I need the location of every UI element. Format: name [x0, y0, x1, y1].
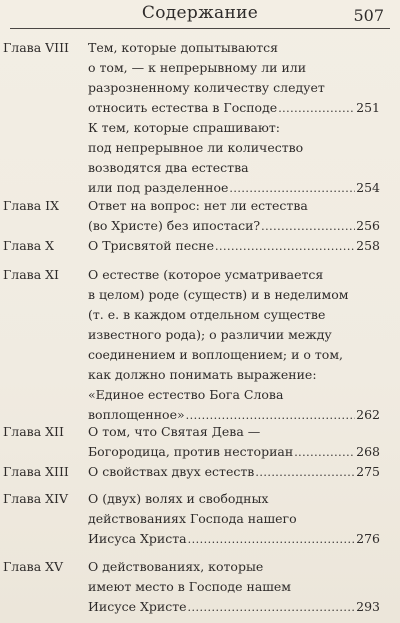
- entry-page-number: 276: [356, 531, 380, 546]
- entry-title-line: Богородица, против несториан: [88, 444, 294, 459]
- entry-title-line: действованиях Господа нашего: [88, 511, 297, 526]
- entry-title-line: возводятся два естества: [88, 160, 249, 175]
- entry-title-last-line: [88, 216, 380, 236]
- entry-page-number: 251: [356, 100, 380, 115]
- entry-title-line: в целом) роде (существ) и в неделимом: [88, 287, 349, 302]
- entry-title-line: Иисуса Христа: [88, 531, 187, 546]
- entry-title-line: имеют место в Господе нашем: [88, 579, 292, 594]
- entry-title-line: Ответ на вопрос: нет ли естества: [88, 198, 308, 213]
- entry-title-last-line: [88, 178, 380, 198]
- chapter-label: Глава XII: [3, 424, 64, 439]
- entry-title-line: воплощенное»: [88, 407, 185, 422]
- entry-title: [88, 462, 380, 482]
- entry-title: [88, 489, 380, 549]
- entry-page-number: 254: [356, 180, 380, 195]
- entry-title-last-line: [88, 462, 380, 482]
- leader-dots: [188, 530, 356, 550]
- entry-title-last-line: [88, 442, 380, 462]
- entry-title-line: О естестве (которое усматривается: [88, 267, 324, 282]
- leader-dots: [261, 217, 355, 237]
- entry-title-line: относить естества в Господе: [88, 100, 278, 115]
- entry-title-line: Иисусе Христе: [88, 599, 187, 614]
- entry-title: [88, 557, 380, 617]
- chapter-label: Глава IX: [3, 198, 59, 213]
- entry-title-line: под непрерывное ли количество: [88, 140, 304, 155]
- chapter-label: Глава XIII: [3, 464, 69, 479]
- entry-title-line: соединением и воплощением; и о том,: [88, 347, 344, 362]
- entry-title: [88, 196, 380, 236]
- entry-title-line: (т. е. в каждом отдельном существе: [88, 307, 326, 322]
- entry-title-last-line: [88, 529, 380, 549]
- entry-title: [88, 265, 380, 425]
- entry-title-line: О действованиях, которые: [88, 559, 264, 574]
- entry-title-line: (во Христе) без ипостаси?: [88, 218, 261, 233]
- entry-title: [88, 118, 380, 198]
- entry-title: [88, 236, 380, 256]
- entry-title-last-line: [88, 597, 380, 617]
- entry-title-line: разрозненному количеству следует: [88, 80, 325, 95]
- page-number: 507: [353, 6, 384, 25]
- entry-title-line: Тем, которые допытываются: [88, 40, 279, 55]
- chapter-label: Глава XV: [3, 559, 64, 574]
- entry-page-number: 268: [356, 444, 380, 459]
- entry-title: [88, 38, 380, 118]
- entry-title-line: или под разделенное: [88, 180, 229, 195]
- entry-title-line: известного рода); о различии между: [88, 327, 332, 342]
- chapter-label: Глава X: [3, 238, 55, 253]
- entry-page-number: 258: [356, 238, 380, 253]
- leader-dots: [294, 443, 355, 463]
- chapter-label: Глава XIV: [3, 491, 68, 506]
- entry-title-line: О том, что Святая Дева —: [88, 424, 261, 439]
- chapter-label: Глава XI: [3, 267, 59, 282]
- entry-title-line: К тем, которые спрашивают:: [88, 120, 280, 135]
- entry-title-last-line: [88, 98, 380, 118]
- leader-dots: [215, 237, 355, 257]
- entry-page-number: 275: [356, 464, 380, 479]
- leader-dots: [188, 598, 356, 618]
- entry-page-number: 256: [356, 218, 380, 233]
- entry-page-number: 262: [356, 407, 380, 422]
- entry-title-line: о том, — к непрерывному ли или: [88, 60, 307, 75]
- entry-title-line: «Единое естество Бога Слова: [88, 387, 284, 402]
- entry-title-line: О свойствах двух естеств: [88, 464, 255, 479]
- entry-title-line: как должно понимать выражение:: [88, 367, 317, 382]
- entry-title: [88, 422, 380, 462]
- leader-dots: [255, 463, 355, 483]
- entry-title-line: О Трисвятой песне: [88, 238, 215, 253]
- chapter-label: Глава VIII: [3, 40, 69, 55]
- leader-dots: [278, 99, 355, 119]
- page-title: Содержание: [141, 3, 259, 23]
- entry-page-number: 293: [356, 599, 380, 614]
- entry-title-line: О (двух) волях и свободных: [88, 491, 269, 506]
- entry-title-last-line: [88, 236, 380, 256]
